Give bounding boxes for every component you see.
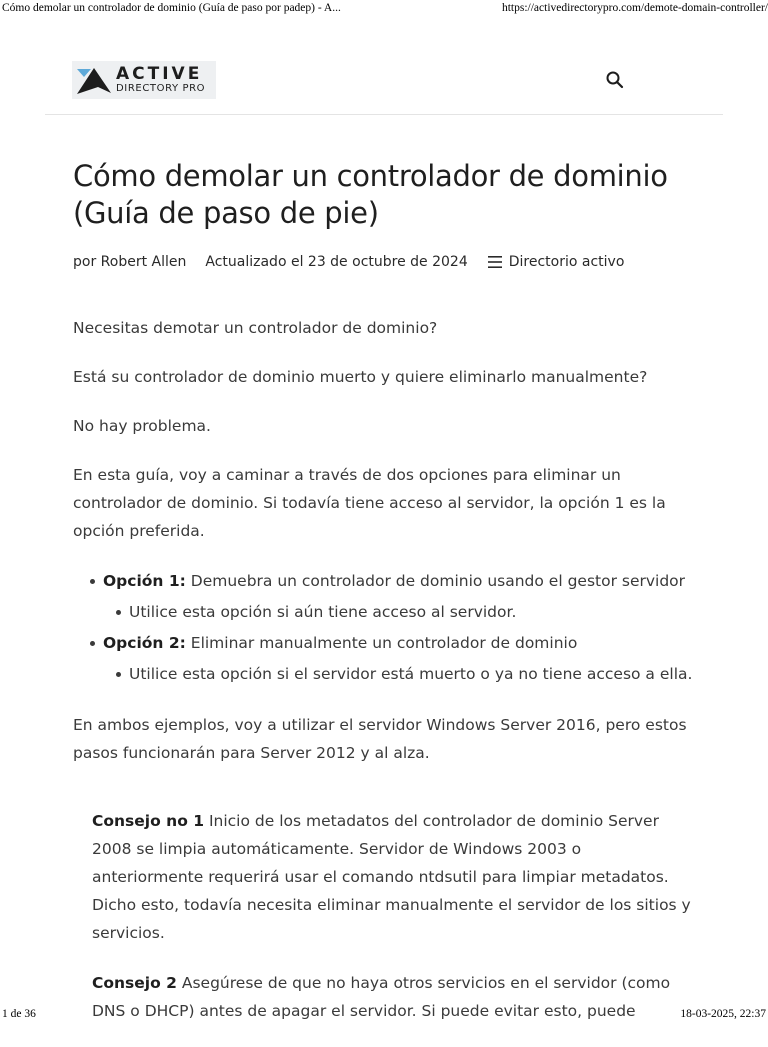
tips-box <box>73 807 693 1025</box>
author-link[interactable]: por Robert Allen <box>73 254 187 270</box>
tip-2-label: Consejo 2 <box>92 974 177 992</box>
print-url: https://activedirectorypro.com/demote-domain-controller/ <box>501 2 768 14</box>
menu-lines-icon <box>488 256 502 268</box>
examples-note: En ambos ejemplos, voy a utilizar el servidor Windows Server 2016, pero estos pasos funcionarán para Server 2012 y al alza. <box>73 716 687 762</box>
intro-guide: En esta guía, voy a caminar a través de dos opciones para eliminar un controlador de dominio. Si todavía tiene acceso al servidor, la opción 1 es la opción preferida. <box>73 466 666 540</box>
list-item-option-1 <box>90 566 693 628</box>
intro-dead-dc: Está su controlador de dominio muerto y quiere eliminarlo manualmente? <box>73 368 648 386</box>
search-icon <box>605 70 625 90</box>
article-meta <box>73 252 693 272</box>
article-body <box>73 314 693 1025</box>
option-1-label: Opción 1: <box>103 572 186 590</box>
site-logo[interactable] <box>72 61 216 99</box>
article <box>73 158 693 1047</box>
logo-mountain-icon <box>75 65 113 95</box>
print-page-number: 1 de 36 <box>2 1008 36 1020</box>
print-page-title: Cómo demolar un controlador de dominio (Guía de paso por padep) - A... <box>2 2 341 14</box>
option-2-label: Opción 2: <box>103 634 186 652</box>
category-link[interactable] <box>488 254 625 270</box>
intro-question: Necesitas demotar un controlador de dominio? <box>73 319 438 337</box>
article-title: Cómo demolar un controlador de dominio (Guía de paso de pie) <box>73 159 668 230</box>
tip-1-label: Consejo no 1 <box>92 812 205 830</box>
option-2-link[interactable]: Eliminar manualmente un controlador de dominio <box>185 634 578 652</box>
list-item-option-2 <box>90 628 693 690</box>
option-1-note: Utilice esta opción si aún tiene acceso al servidor. <box>116 597 693 628</box>
site-header <box>45 58 723 115</box>
print-datetime: 18-03-2025, 22:37 <box>680 1008 766 1020</box>
tip-1 <box>92 807 693 947</box>
category-label: Directorio activo <box>508 254 625 270</box>
search-button[interactable] <box>605 70 625 90</box>
updated-date: Actualizado el 23 de octubre de 2024 <box>205 254 468 270</box>
option-2-note: Utilice esta opción si el servidor está muerto o ya no tiene acceso a ella. <box>116 659 693 690</box>
option-1-link[interactable]: Demuebra un controlador de dominio usando el gestor servidor <box>185 572 686 590</box>
tip-1-text: Inicio de los metadatos del controlador de dominio Server 2008 se limpia automáticamente. Servidor de Windows 2003 o anteriormente requerirá usar el comando ntdsutil para limpiar metadatos. Dicho esto, todavía necesita eliminar manualmente el servidor de los sitios y servicios. <box>92 812 691 942</box>
print-header <box>0 0 768 18</box>
intro-no-problem: No hay problema. <box>73 417 211 435</box>
logo-word-directory-pro: DIRECTORY PRO <box>116 83 206 94</box>
logo-word-active: ACTIVE <box>116 64 203 84</box>
print-footer <box>0 1006 768 1024</box>
options-list <box>73 566 693 690</box>
tip-2-text: Asegúrese de que no haya otros servicios en el servidor (como DNS o DHCP) antes de apagar el servidor. Si puede evitar esto, puede <box>92 974 671 1020</box>
